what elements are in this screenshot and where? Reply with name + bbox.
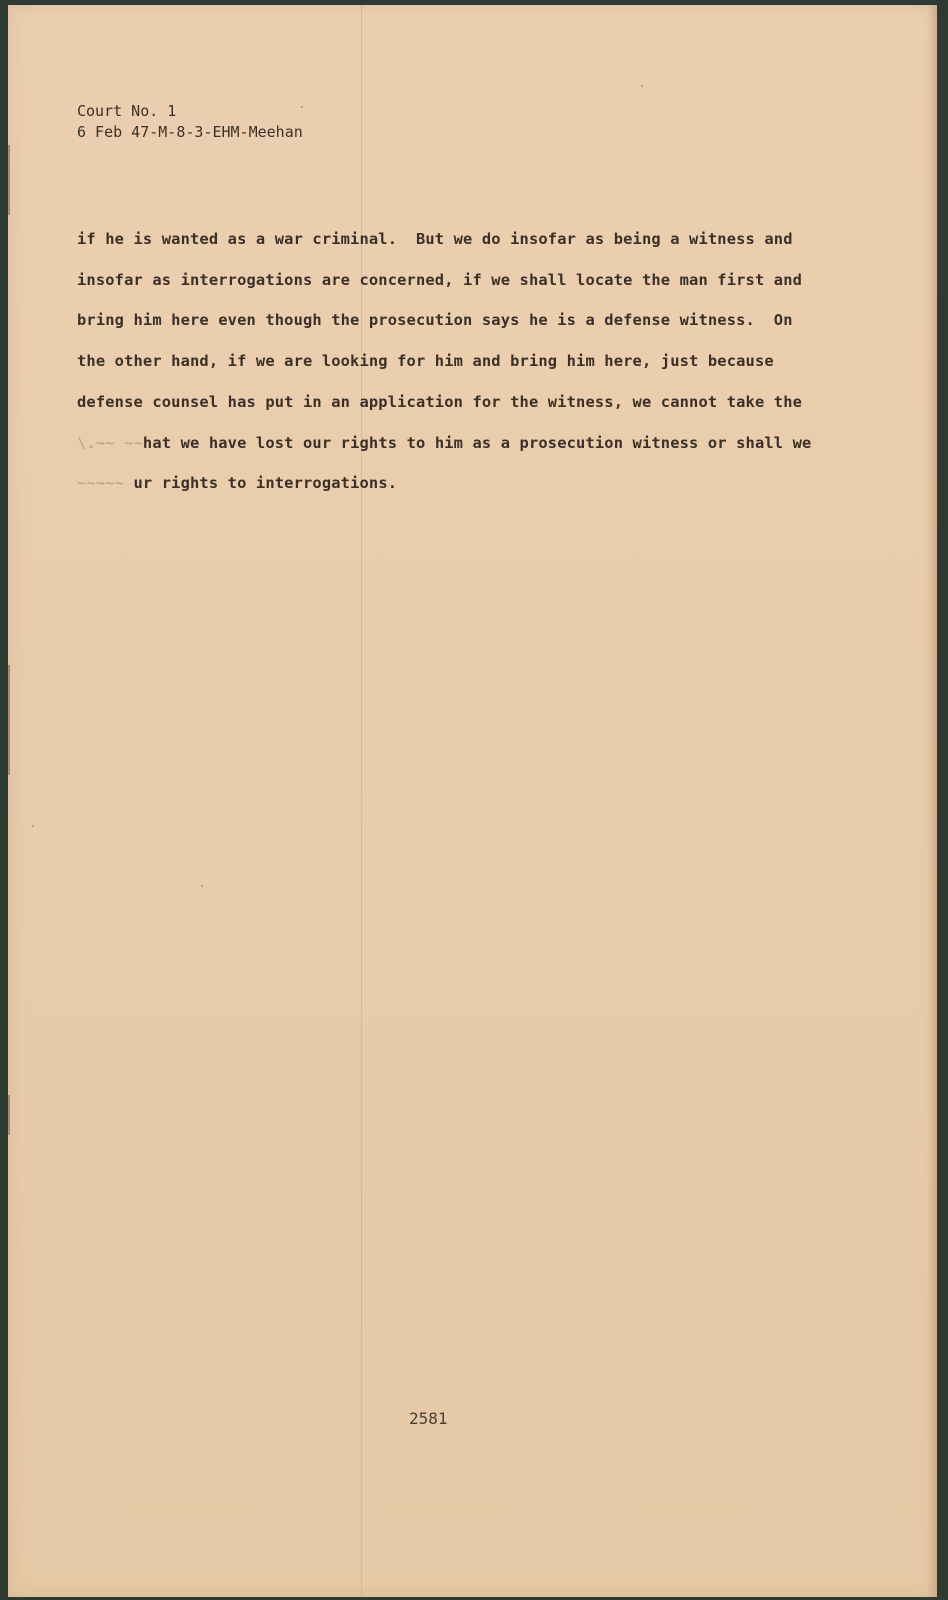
court-number: Court No. 1 (77, 102, 177, 120)
left-edge-tear (8, 665, 10, 775)
transcript-line: if he is wanted as a war criminal. But we do insofar as being a witness and (77, 230, 793, 248)
transcript-line: the other hand, if we are looking for him and bring him here, just because (77, 352, 774, 371)
paper-speck (201, 885, 203, 887)
transcript-line-partial (77, 463, 877, 504)
paper-speck (32, 825, 34, 827)
page-number: 2581 (409, 1409, 448, 1428)
transcript-body (77, 219, 877, 504)
paper-speck (641, 85, 643, 87)
faded-text: \.~~ ~~ (77, 433, 143, 452)
transcript-line-partial (77, 423, 877, 464)
document-reference: 6 Feb 47-M-8-3-EHM-Meehan (77, 123, 303, 141)
left-edge-tear (8, 145, 10, 215)
transcript-line: insofar as interrogations are concerned, if we shall locate the man first and (77, 270, 803, 289)
page-edge-shadow (927, 5, 937, 1597)
left-edge-tear (8, 1095, 10, 1135)
document-page (8, 5, 937, 1597)
transcript-line: bring him here even though the prosecution says he is a defense witness. On (77, 311, 793, 330)
transcript-line-text: hat we have lost our rights to him as a prosecution witness or shall we (142, 433, 812, 452)
document-header (77, 101, 303, 143)
faded-text: ~~~~~ (77, 474, 134, 493)
transcript-line: defense counsel has put in an application for the witness, we cannot take the (77, 392, 803, 411)
transcript-line-text: ur rights to interrogations. (133, 474, 398, 493)
